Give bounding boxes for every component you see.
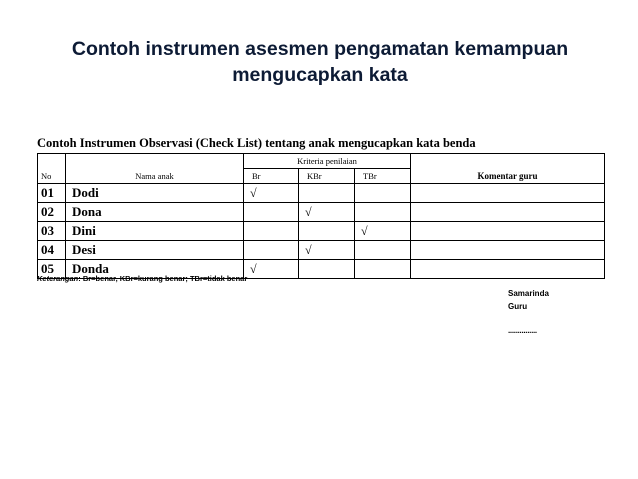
- header-kbr: KBr: [299, 169, 355, 184]
- header-br: Br: [244, 169, 299, 184]
- table-row: [38, 203, 605, 222]
- cell-tbr: [355, 184, 411, 203]
- header-name: Nama anak: [66, 154, 244, 184]
- cell-comment: [411, 203, 605, 222]
- cell-tbr: [355, 241, 411, 260]
- cell-name: Dodi: [66, 184, 244, 203]
- legend-text: : Br=benar, KBr=kurang benar; TBr=tidak benar: [78, 274, 248, 283]
- cell-comment: [411, 184, 605, 203]
- cell-tbr: √: [355, 222, 411, 241]
- cell-tbr: [355, 260, 411, 279]
- observation-table: [37, 153, 605, 279]
- cell-tbr: [355, 203, 411, 222]
- cell-no: 01: [38, 184, 66, 203]
- cell-name: Desi: [66, 241, 244, 260]
- cell-br: √: [244, 184, 299, 203]
- header-tbr: TBr: [355, 169, 411, 184]
- signature-line: ...............: [508, 326, 537, 335]
- cell-br: [244, 203, 299, 222]
- signature-block: [508, 287, 549, 337]
- cell-kbr: √: [299, 241, 355, 260]
- cell-name: Dona: [66, 203, 244, 222]
- cell-no: 05: [38, 260, 66, 279]
- cell-kbr: [299, 260, 355, 279]
- cell-kbr: [299, 184, 355, 203]
- cell-no: 02: [38, 203, 66, 222]
- header-no: No: [38, 154, 66, 184]
- table-caption: Contoh Instrumen Observasi (Check List) tentang anak mengucapkan kata benda: [37, 136, 476, 150]
- table-row: [38, 222, 605, 241]
- cell-br: [244, 222, 299, 241]
- cell-comment: [411, 241, 605, 260]
- table-legend: [37, 274, 247, 283]
- cell-no: 03: [38, 222, 66, 241]
- cell-comment: [411, 260, 605, 279]
- table-row: [38, 184, 605, 203]
- cell-comment: [411, 222, 605, 241]
- table-row: [38, 241, 605, 260]
- cell-no: 04: [38, 241, 66, 260]
- cell-kbr: √: [299, 203, 355, 222]
- cell-br: [244, 241, 299, 260]
- legend-label: Keterangan: [37, 274, 79, 283]
- cell-name: Donda: [66, 260, 244, 279]
- cell-kbr: [299, 222, 355, 241]
- signature-role: Guru: [508, 302, 528, 311]
- cell-br: √: [244, 260, 299, 279]
- cell-name: Dini: [66, 222, 244, 241]
- header-comment: Komentar guru: [411, 154, 605, 184]
- page-title: [40, 36, 600, 88]
- header-criteria: Kriteria penilaian: [244, 154, 411, 169]
- signature-city: Samarinda: [508, 289, 549, 298]
- title-line-1: Contoh instrumen asesmen pengamatan kemampuan: [71, 38, 569, 60]
- title-line-2: mengucapkan kata: [232, 64, 408, 86]
